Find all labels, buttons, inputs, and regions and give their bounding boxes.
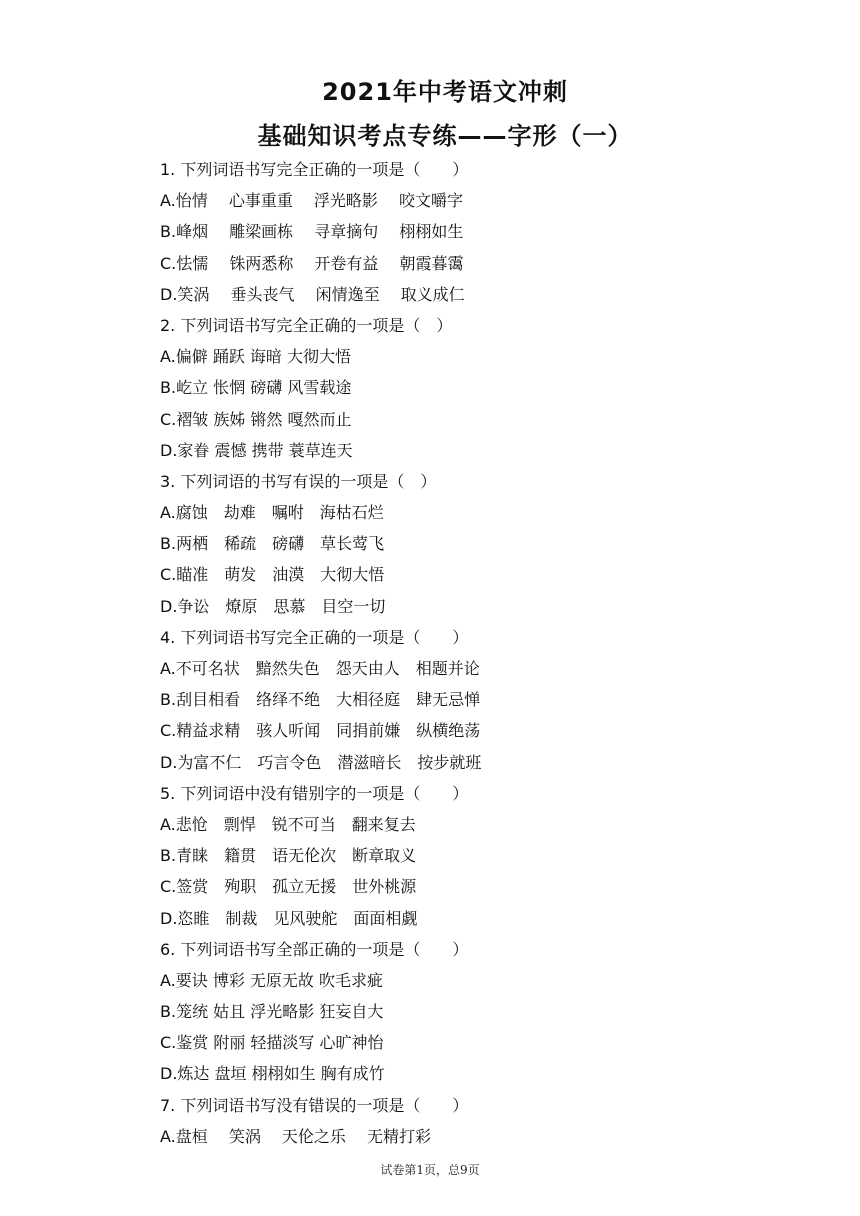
question-option: B.峰烟 雕梁画栋 寻章摘句 栩栩如生 xyxy=(160,222,464,242)
question-option: D.家眷 震憾 携带 蓑草连天 xyxy=(160,440,353,460)
question-option: B.笼统 姑且 浮光略影 狂妄自大 xyxy=(160,1002,384,1022)
question-list xyxy=(160,154,820,1152)
question-option: C.精益求精 骇人听闻 同捐前嫌 纵横绝荡 xyxy=(160,721,481,741)
question-option: D.争讼 燎原 思慕 目空一切 xyxy=(160,596,386,616)
question-option: B.刮目相看 络绎不绝 大相径庭 肆无忌惮 xyxy=(160,690,481,710)
question-option: D.炼达 盘垣 栩栩如生 胸有成竹 xyxy=(160,1064,385,1084)
question-option: A.盘桓 笑涡 天伦之乐 无精打彩 xyxy=(160,1126,432,1146)
question-stem: 5. 下列词语中没有错别字的一项是（ ） xyxy=(160,783,469,803)
question-stem: 7. 下列词语书写没有错误的一项是（ ） xyxy=(160,1095,469,1115)
page-title: 2021年中考语文冲刺 xyxy=(322,78,568,106)
question-option: A.偏僻 踊跃 诲暗 大彻大悟 xyxy=(160,347,352,367)
question-option: A.不可名状 黯然失色 怨天由人 相题并论 xyxy=(160,659,480,678)
question-option: B.青睐 籍贯 语无伦次 断章取义 xyxy=(160,846,417,866)
question-stem: 6. 下列词语书写全部正确的一项是（ ） xyxy=(160,939,469,959)
question-option: A.怡情 心事重重 浮光略影 咬文嚼字 xyxy=(160,191,464,211)
question-option: D.恣睢 制裁 见风驶舵 面面相觑 xyxy=(160,908,418,928)
question-stem: 3. 下列词语的书写有误的一项是（ ） xyxy=(160,471,437,491)
question-option: A.腐蚀 劫难 嘱咐 海枯石烂 xyxy=(160,503,384,523)
page-subtitle: 基础知识考点专练——字形（一） xyxy=(257,122,633,150)
question-option: C.怯懦 铢两悉称 开卷有益 朝霞暮霭 xyxy=(160,253,464,273)
question-stem: 1. 下列词语书写完全正确的一项是（ ） xyxy=(160,160,469,179)
question-option: D.为富不仁 巧言令色 潜滋暗长 按步就班 xyxy=(160,752,482,772)
page-footer: 试卷第1页，总9页 xyxy=(380,1163,480,1177)
question-stem: 4. 下列词语书写完全正确的一项是（ ） xyxy=(160,627,469,647)
question-option: B.两栖 稀疏 磅礴 草长莺飞 xyxy=(160,534,385,554)
question-option: A.要诀 博彩 无原无故 吹毛求疵 xyxy=(160,970,384,990)
question-stem: 2. 下列词语书写完全正确的一项是（ ） xyxy=(160,315,453,335)
question-option: D.笑涡 垂头丧气 闲情逸至 取义成仁 xyxy=(160,284,465,304)
question-option: C.褶皱 族姊 锵然 嘎然而止 xyxy=(160,409,352,429)
question-option: C.鉴赏 附丽 轻描淡写 心旷神怡 xyxy=(160,1033,384,1053)
question-option: C.签赏 殉职 孤立无援 世外桃源 xyxy=(160,877,417,897)
question-option: C.瞄准 萌发 油漠 大彻大悟 xyxy=(160,565,385,585)
question-option: B.屹立 怅惘 磅礴 风雪载途 xyxy=(160,378,352,398)
question-option: A.悲怆 剽悍 锐不可当 翻来复去 xyxy=(160,814,416,834)
